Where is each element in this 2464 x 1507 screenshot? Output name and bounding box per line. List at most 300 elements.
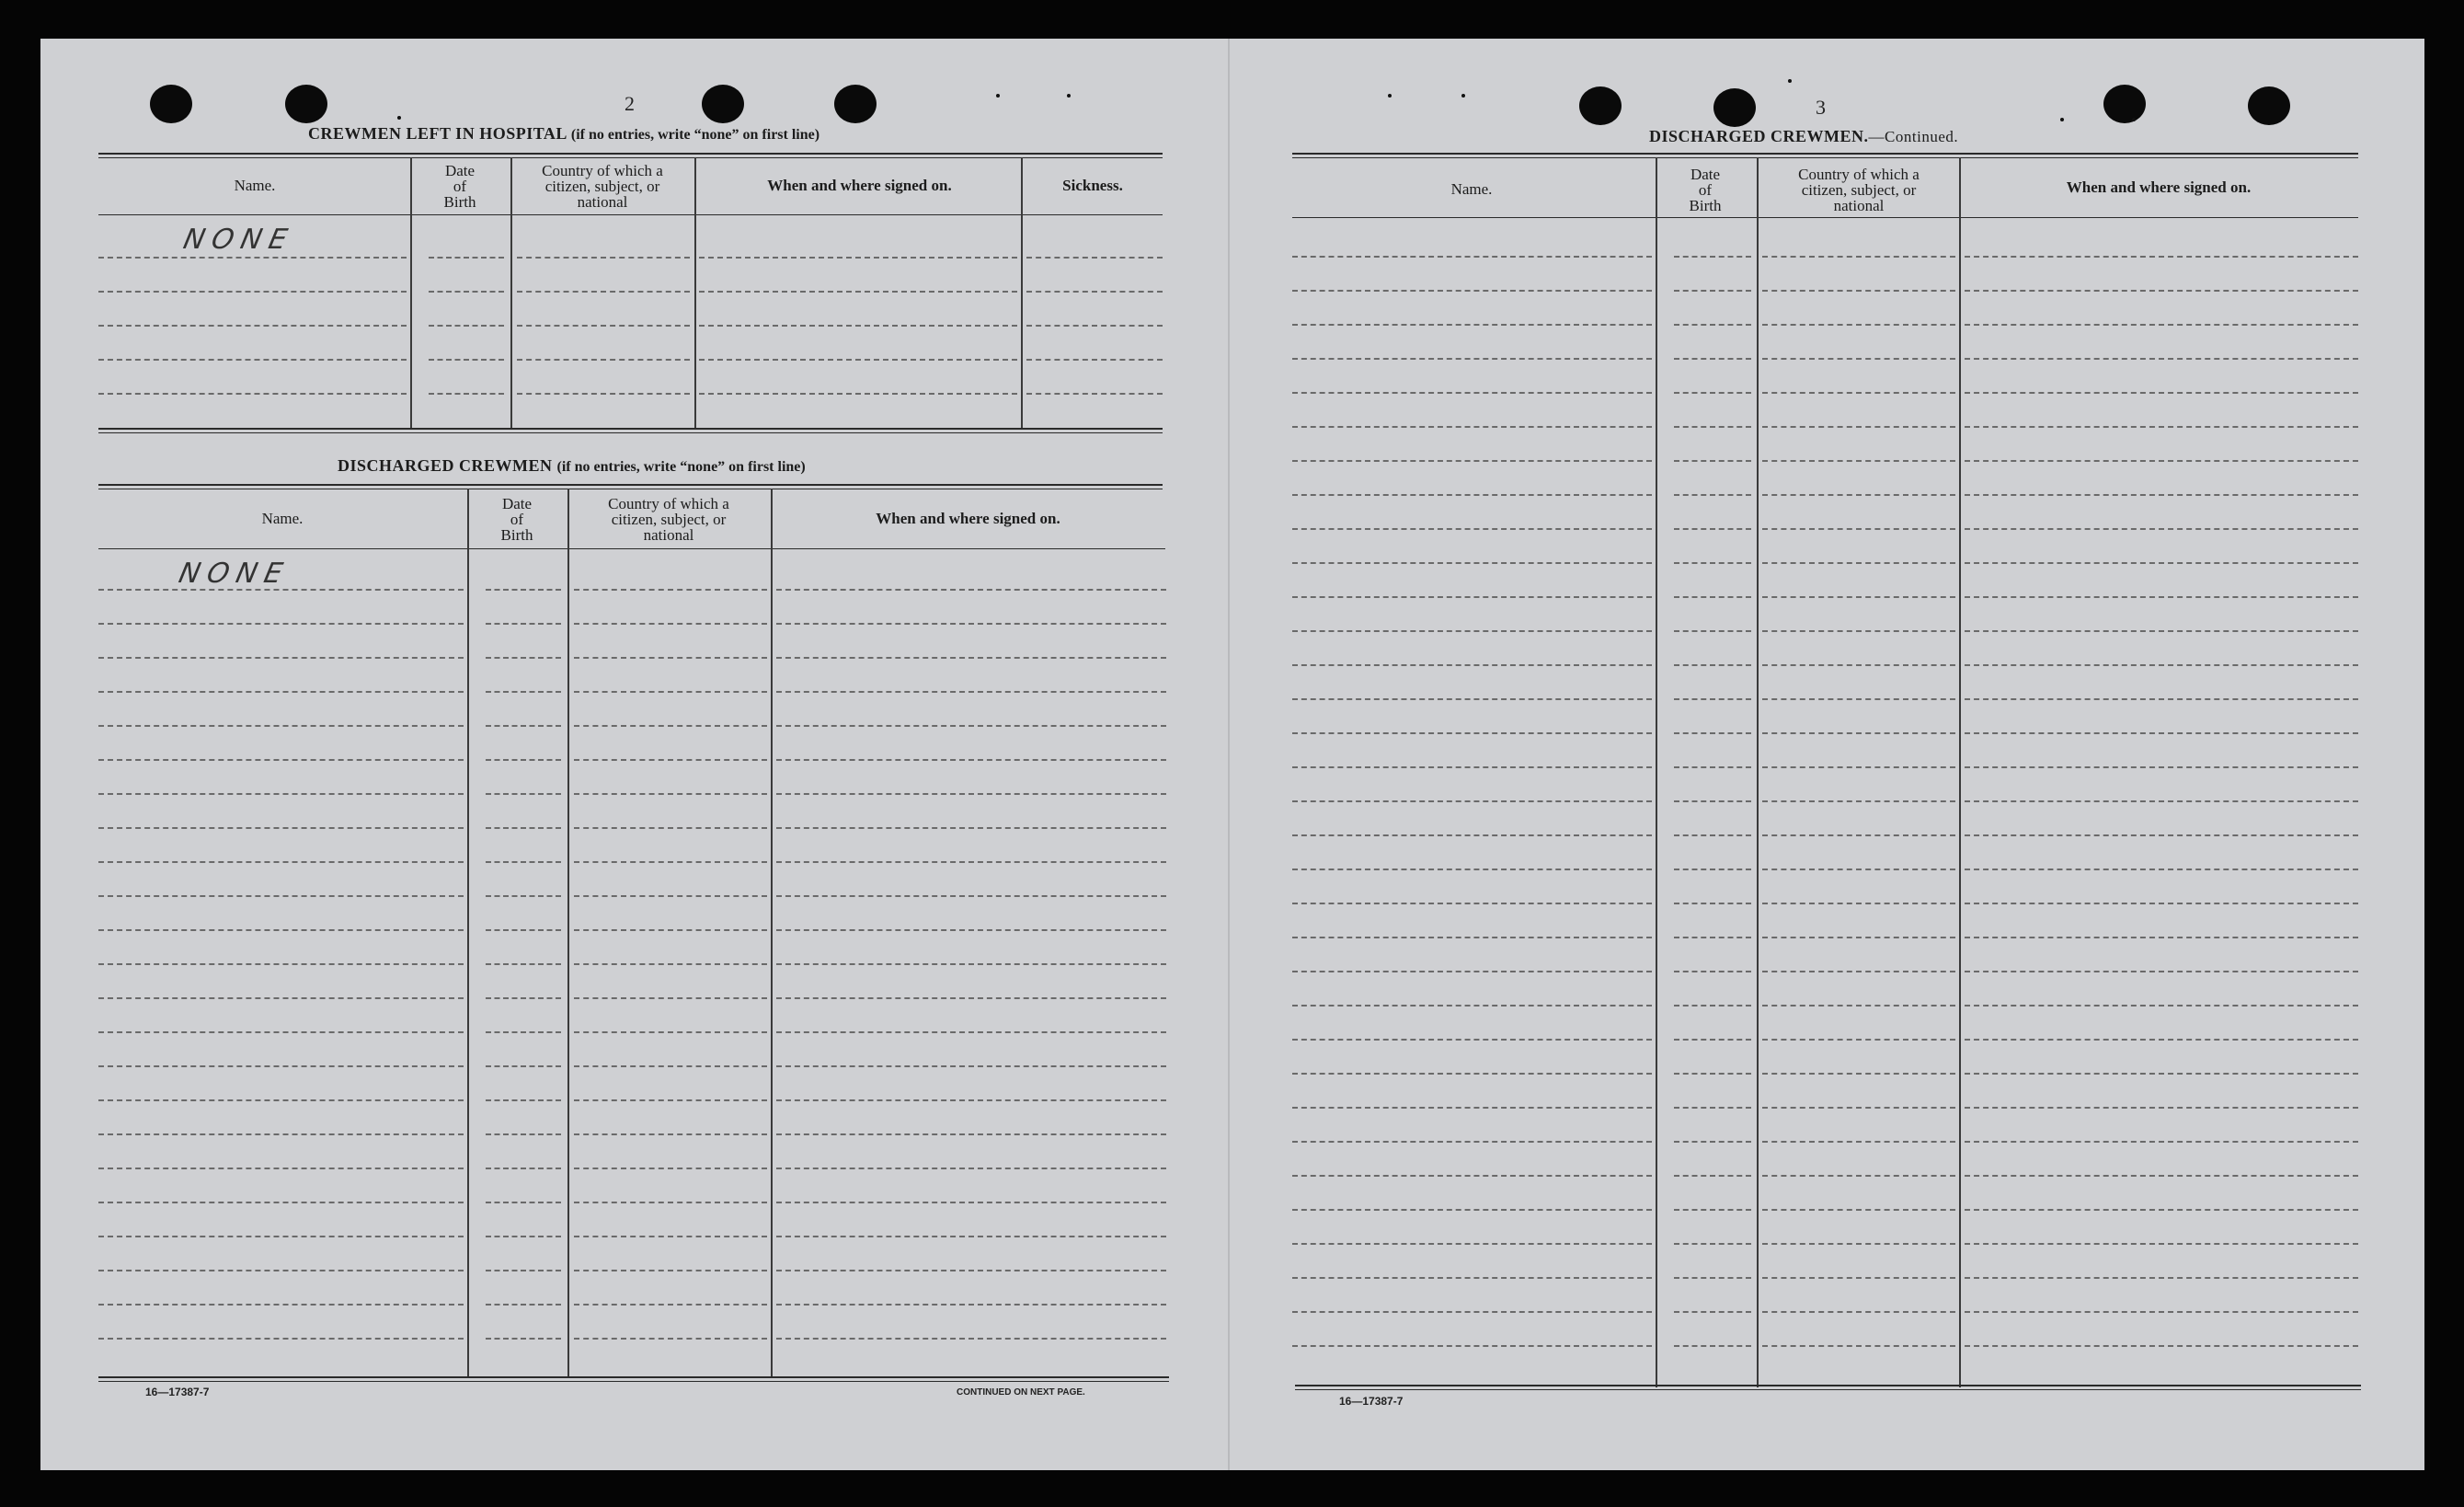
punch-hole: [150, 85, 192, 123]
discharged-none-entry: NONE: [176, 558, 293, 590]
entry-line: [98, 725, 464, 727]
entry-line: [98, 929, 464, 931]
entry-line: [429, 393, 504, 395]
entry-line: [1762, 460, 1955, 462]
entry-line: [1965, 937, 2358, 938]
entry-line: [1965, 630, 2358, 632]
punch-hole: [834, 85, 877, 123]
entry-line: [1292, 290, 1652, 292]
speck: [1067, 94, 1071, 98]
discharged-col-dob: Date of Birth: [500, 495, 533, 544]
entry-line: [1292, 358, 1652, 360]
entry-line: [776, 1338, 1166, 1340]
entry-line: [1674, 1209, 1751, 1211]
entry-line: [1674, 562, 1751, 564]
entry-line: [1965, 358, 2358, 360]
hospital-none-entry: NONE: [180, 224, 298, 256]
entry-line: [1674, 426, 1751, 428]
right-col-divider: [1757, 157, 1759, 1387]
entry-line: [776, 1270, 1166, 1271]
entry-line: [486, 657, 561, 659]
speck: [2060, 118, 2064, 121]
discharged-instruction: (if no entries, write “none” on first line): [556, 459, 806, 475]
entry-line: [1965, 903, 2358, 904]
entry-line: [1762, 1345, 1955, 1347]
entry-line: [486, 1031, 561, 1033]
left-form-number: 16—17387-7: [145, 1386, 210, 1398]
entry-line: [98, 257, 407, 259]
entry-line: [776, 929, 1166, 931]
punch-hole: [702, 85, 744, 123]
entry-line: [98, 793, 464, 795]
entry-line: [1965, 426, 2358, 428]
entry-line: [1674, 1345, 1751, 1347]
entry-line: [429, 291, 504, 293]
entry-line: [1674, 528, 1751, 530]
entry-line: [574, 793, 767, 795]
entry-line: [1292, 937, 1652, 938]
punch-hole: [2248, 86, 2290, 125]
entry-line: [1762, 834, 1955, 836]
entry-line: [1762, 937, 1955, 938]
entry-line: [1762, 290, 1955, 292]
entry-line: [776, 1065, 1166, 1067]
entry-line: [1965, 392, 2358, 394]
entry-line: [1026, 325, 1163, 327]
entry-line: [1965, 1141, 2358, 1143]
entry-line: [1674, 698, 1751, 700]
entry-line: [574, 1338, 767, 1340]
entry-line: [98, 1099, 464, 1101]
entry-line: [98, 827, 464, 829]
entry-line: [1292, 732, 1652, 734]
punch-hole: [2103, 85, 2146, 123]
hospital-col-sickness: Sickness.: [1062, 177, 1123, 194]
hospital-section-title: [308, 124, 819, 144]
discharged-header-rule: [98, 548, 1165, 549]
right-col-dob: Date of Birth: [1689, 166, 1722, 214]
right-col-signed: When and where signed on.: [2066, 178, 2252, 196]
entry-line: [1292, 1005, 1652, 1007]
entry-line: [98, 657, 464, 659]
entry-line: [1762, 1243, 1955, 1245]
entry-line: [98, 291, 407, 293]
entry-line: [776, 895, 1166, 897]
discharged-top-rule: [98, 484, 1163, 486]
entry-line: [1292, 1073, 1652, 1075]
entry-line: [1674, 494, 1751, 496]
hospital-col-dob: Date of Birth: [443, 162, 476, 211]
entry-line: [776, 1133, 1166, 1135]
entry-line: [776, 691, 1166, 693]
entry-line: [1292, 971, 1652, 972]
entry-line: [429, 325, 504, 327]
entry-line: [1674, 392, 1751, 394]
entry-line: [1292, 1141, 1652, 1143]
entry-line: [1292, 766, 1652, 768]
entry-line: [1674, 903, 1751, 904]
discharged-col-divider: [567, 489, 569, 1376]
right-col-divider: [1959, 157, 1961, 1387]
entry-line: [486, 929, 561, 931]
entry-line: [1674, 766, 1751, 768]
entry-line: [98, 1338, 464, 1340]
entry-line: [574, 1168, 767, 1169]
entry-line: [1762, 392, 1955, 394]
entry-line: [1674, 732, 1751, 734]
entry-line: [776, 997, 1166, 999]
speck: [397, 116, 401, 120]
entry-line: [1674, 460, 1751, 462]
entry-line: [98, 623, 464, 625]
entry-line: [1674, 290, 1751, 292]
entry-line: [1292, 869, 1652, 870]
entry-line: [486, 725, 561, 727]
entry-line: [574, 1099, 767, 1101]
entry-line: [1965, 1005, 2358, 1007]
speck: [1461, 94, 1465, 98]
entry-line: [1762, 596, 1955, 598]
entry-line: [1965, 800, 2358, 802]
entry-line: [574, 623, 767, 625]
entry-line: [1674, 1311, 1751, 1313]
entry-line: [1292, 698, 1652, 700]
entry-line: [776, 657, 1166, 659]
entry-line: [1674, 1243, 1751, 1245]
entry-line: [776, 589, 1166, 591]
entry-line: [98, 325, 407, 327]
entry-line: [1292, 528, 1652, 530]
entry-line: [574, 997, 767, 999]
entry-line: [98, 895, 464, 897]
entry-line: [574, 1133, 767, 1135]
entry-line: [699, 359, 1017, 361]
entry-line: [776, 1099, 1166, 1101]
entry-line: [486, 895, 561, 897]
entry-line: [776, 1168, 1166, 1169]
entry-line: [1292, 1311, 1652, 1313]
entry-line: [98, 1065, 464, 1067]
entry-line: [98, 589, 464, 591]
entry-line: [1762, 630, 1955, 632]
entry-line: [776, 1202, 1166, 1203]
discharged-title-text: DISCHARGED CREWMEN: [338, 456, 553, 475]
entry-line: [1026, 393, 1163, 395]
entry-line: [1674, 1277, 1751, 1279]
entry-line: [1762, 1039, 1955, 1041]
entry-line: [486, 963, 561, 965]
right-top-rule-2: [1292, 157, 2358, 158]
entry-line: [1965, 971, 2358, 972]
entry-line: [574, 1031, 767, 1033]
discharged-col-signed: When and where signed on.: [876, 510, 1060, 527]
entry-line: [574, 895, 767, 897]
punch-hole: [1713, 88, 1756, 127]
entry-line: [98, 1304, 464, 1306]
entry-line: [1762, 358, 1955, 360]
hospital-col-divider: [410, 157, 412, 428]
form-sheet: [40, 39, 2424, 1470]
entry-line: [486, 1133, 561, 1135]
entry-line: [1674, 596, 1751, 598]
entry-line: [98, 1031, 464, 1033]
hospital-header-rule: [98, 214, 1163, 215]
entry-line: [1674, 324, 1751, 326]
entry-line: [776, 861, 1166, 863]
speck: [1788, 79, 1792, 83]
entry-line: [1965, 1039, 2358, 1041]
entry-line: [486, 793, 561, 795]
entry-line: [574, 1304, 767, 1306]
right-page-number: 3: [1816, 96, 1826, 119]
entry-line: [1965, 1107, 2358, 1109]
entry-line: [1762, 698, 1955, 700]
entry-line: [429, 359, 504, 361]
right-col-name: Name.: [1450, 180, 1493, 198]
entry-line: [517, 291, 690, 293]
entry-line: [486, 1304, 561, 1306]
entry-line: [486, 1236, 561, 1237]
entry-line: [486, 1065, 561, 1067]
entry-line: [1674, 358, 1751, 360]
entry-line: [1674, 834, 1751, 836]
hospital-col-divider: [510, 157, 512, 428]
hospital-top-rule: [98, 153, 1163, 155]
entry-line: [1292, 664, 1652, 666]
discharged-col-name: Name.: [261, 510, 304, 527]
hospital-bottom-rule-2: [98, 432, 1163, 433]
right-bottom-rule: [1295, 1385, 2361, 1386]
discharged-col-divider: [771, 489, 773, 1376]
entry-line: [98, 997, 464, 999]
entry-line: [574, 963, 767, 965]
entry-line: [1965, 324, 2358, 326]
entry-line: [486, 1338, 561, 1340]
entry-line: [1762, 1005, 1955, 1007]
entry-line: [1674, 664, 1751, 666]
entry-line: [1762, 528, 1955, 530]
entry-line: [776, 963, 1166, 965]
entry-line: [1762, 1277, 1955, 1279]
entry-line: [1674, 937, 1751, 938]
hospital-title-text: CREWMEN LEFT IN HOSPITAL: [308, 124, 567, 143]
entry-line: [486, 691, 561, 693]
right-title-suffix: —Continued.: [1868, 128, 1959, 145]
hospital-col-name: Name.: [234, 177, 276, 194]
entry-line: [1762, 664, 1955, 666]
entry-line: [574, 759, 767, 761]
entry-line: [776, 1031, 1166, 1033]
entry-line: [1965, 1209, 2358, 1211]
entry-line: [1965, 528, 2358, 530]
entry-line: [98, 861, 464, 863]
entry-line: [1762, 800, 1955, 802]
entry-line: [98, 1133, 464, 1135]
entry-line: [1762, 324, 1955, 326]
entry-line: [486, 623, 561, 625]
entry-line: [1965, 698, 2358, 700]
entry-line: [1965, 460, 2358, 462]
entry-line: [98, 359, 407, 361]
entry-line: [1762, 971, 1955, 972]
entry-line: [699, 291, 1017, 293]
entry-line: [1965, 494, 2358, 496]
entry-line: [98, 393, 407, 395]
discharged-col-divider: [467, 489, 469, 1376]
entry-line: [1762, 562, 1955, 564]
entry-line: [1292, 1175, 1652, 1177]
entry-line: [1762, 1175, 1955, 1177]
entry-line: [1965, 1277, 2358, 1279]
entry-line: [1292, 392, 1652, 394]
right-top-rule: [1292, 153, 2358, 155]
entry-line: [486, 1202, 561, 1203]
right-header-rule: [1292, 217, 2358, 218]
page-fold: [1228, 39, 1230, 1470]
right-col-country: Country of which a citizen, subject, or national: [1798, 166, 1920, 214]
entry-line: [486, 827, 561, 829]
entry-line: [1026, 359, 1163, 361]
entry-line: [1292, 256, 1652, 258]
entry-line: [1762, 1141, 1955, 1143]
right-title-text: DISCHARGED CREWMEN.: [1649, 127, 1869, 145]
entry-line: [776, 1304, 1166, 1306]
entry-line: [98, 1236, 464, 1237]
entry-line: [98, 759, 464, 761]
entry-line: [1026, 257, 1163, 259]
speck: [2132, 118, 2136, 121]
entry-line: [1762, 1209, 1955, 1211]
entry-line: [1292, 1039, 1652, 1041]
entry-line: [776, 623, 1166, 625]
entry-line: [1965, 1311, 2358, 1313]
hospital-col-country: Country of which a citizen, subject, or national: [542, 162, 663, 211]
entry-line: [1965, 596, 2358, 598]
punch-hole: [1579, 86, 1622, 125]
right-bottom-rule-2: [1295, 1389, 2361, 1390]
entry-line: [574, 1065, 767, 1067]
entry-line: [486, 759, 561, 761]
entry-line: [776, 827, 1166, 829]
entry-line: [1965, 664, 2358, 666]
discharged-bottom-rule: [98, 1376, 1169, 1378]
entry-line: [1965, 290, 2358, 292]
entry-line: [1762, 1073, 1955, 1075]
entry-line: [574, 827, 767, 829]
entry-line: [1965, 1345, 2358, 1347]
hospital-col-signed: When and where signed on.: [767, 177, 952, 194]
entry-line: [1674, 256, 1751, 258]
entry-line: [1674, 971, 1751, 972]
entry-line: [699, 257, 1017, 259]
entry-line: [776, 793, 1166, 795]
speck: [1388, 94, 1392, 98]
entry-line: [1292, 596, 1652, 598]
entry-line: [1965, 1175, 2358, 1177]
entry-line: [1965, 562, 2358, 564]
continued-note: CONTINUED ON NEXT PAGE.: [957, 1387, 1085, 1398]
entry-line: [1965, 834, 2358, 836]
right-form-number: 16—17387-7: [1339, 1395, 1404, 1408]
entry-line: [574, 1202, 767, 1203]
hospital-instruction: (if no entries, write “none” on first line): [570, 127, 820, 143]
discharged-bottom-rule-2: [98, 1381, 1169, 1382]
discharged-col-country: Country of which a citizen, subject, or national: [608, 495, 729, 544]
entry-line: [1674, 1073, 1751, 1075]
entry-line: [98, 1270, 464, 1271]
entry-line: [1762, 1311, 1955, 1313]
left-page-number: 2: [625, 92, 635, 115]
entry-line: [1965, 766, 2358, 768]
hospital-top-rule-2: [98, 157, 1163, 158]
speck: [996, 94, 1000, 98]
entry-line: [776, 725, 1166, 727]
entry-line: [1762, 903, 1955, 904]
entry-line: [574, 1236, 767, 1237]
entry-line: [1674, 1039, 1751, 1041]
entry-line: [486, 861, 561, 863]
entry-line: [1674, 1175, 1751, 1177]
entry-line: [574, 657, 767, 659]
entry-line: [1762, 494, 1955, 496]
entry-line: [574, 589, 767, 591]
entry-line: [574, 861, 767, 863]
entry-line: [1965, 256, 2358, 258]
entry-line: [1292, 1209, 1652, 1211]
entry-line: [699, 393, 1017, 395]
entry-line: [1674, 1141, 1751, 1143]
entry-line: [1762, 1107, 1955, 1109]
entry-line: [1674, 800, 1751, 802]
entry-line: [776, 759, 1166, 761]
entry-line: [1762, 426, 1955, 428]
entry-line: [1292, 324, 1652, 326]
entry-line: [1292, 903, 1652, 904]
entry-line: [1674, 869, 1751, 870]
right-section-title: [1649, 127, 1958, 146]
entry-line: [1292, 1243, 1652, 1245]
entry-line: [699, 325, 1017, 327]
entry-line: [1292, 1107, 1652, 1109]
entry-line: [486, 1168, 561, 1169]
entry-line: [776, 1236, 1166, 1237]
punch-hole: [285, 85, 327, 123]
entry-line: [517, 359, 690, 361]
entry-line: [517, 257, 690, 259]
entry-line: [1292, 460, 1652, 462]
entry-line: [574, 929, 767, 931]
entry-line: [1762, 732, 1955, 734]
entry-line: [486, 1099, 561, 1101]
entry-line: [1292, 1345, 1652, 1347]
entry-line: [574, 725, 767, 727]
hospital-col-divider: [694, 157, 696, 428]
entry-line: [1674, 1107, 1751, 1109]
entry-line: [1674, 1005, 1751, 1007]
entry-line: [517, 393, 690, 395]
entry-line: [429, 257, 504, 259]
hospital-bottom-rule: [98, 428, 1163, 430]
right-col-divider: [1656, 157, 1657, 1387]
entry-line: [486, 1270, 561, 1271]
entry-line: [98, 963, 464, 965]
entry-line: [1762, 766, 1955, 768]
entry-line: [1965, 869, 2358, 870]
entry-line: [517, 325, 690, 327]
entry-line: [574, 691, 767, 693]
entry-line: [98, 1168, 464, 1169]
entry-line: [1965, 1243, 2358, 1245]
